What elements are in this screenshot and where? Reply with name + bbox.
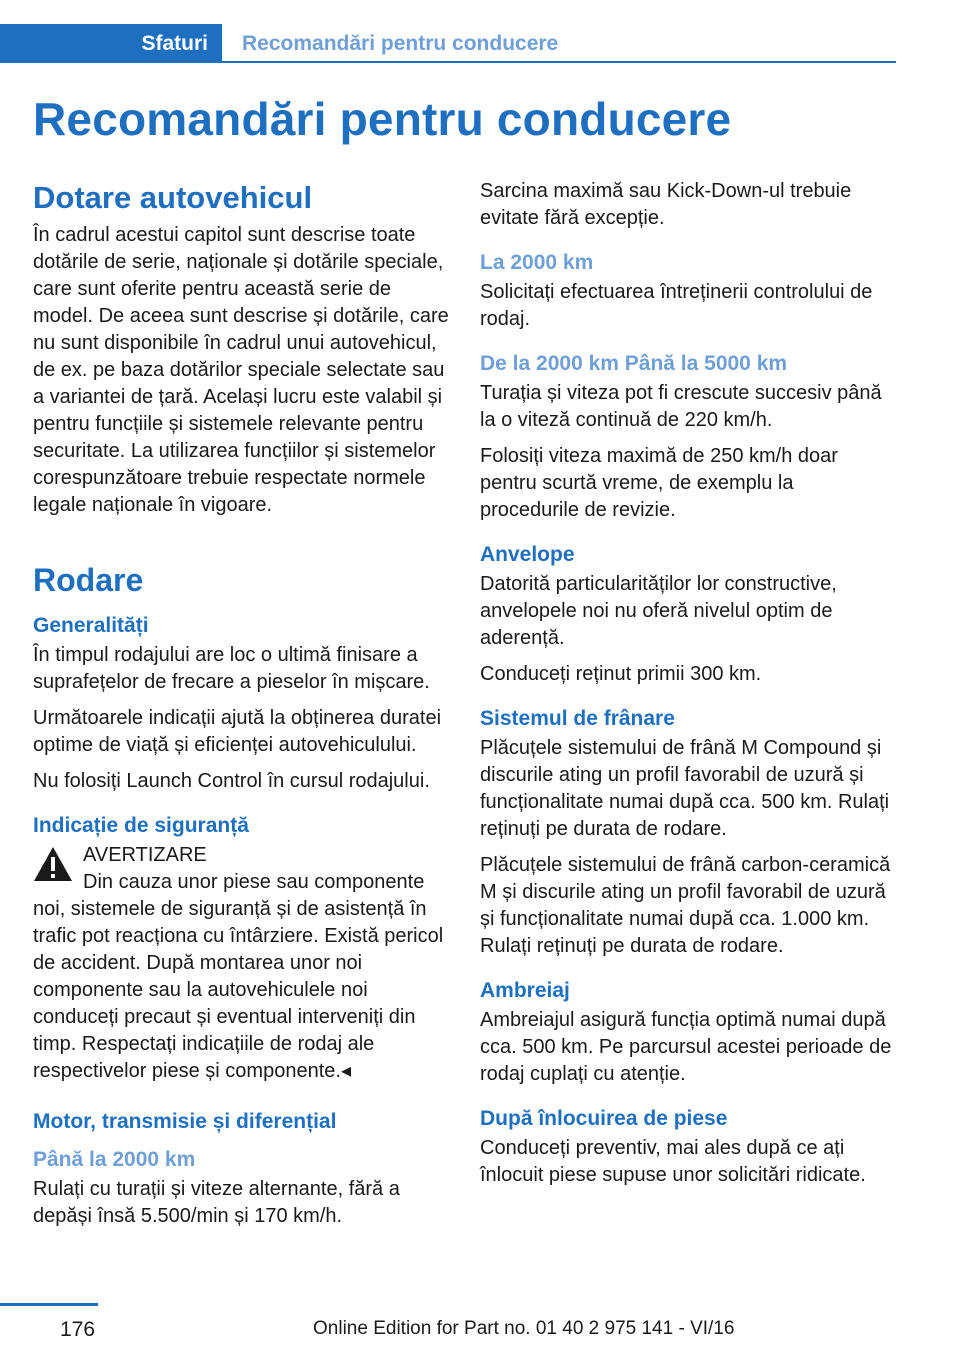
left-column	[33, 178, 449, 1239]
paragraph-2000-5000-a: Turația și viteza pot fi crescute succesiv până la o viteză continuă de 220 km/h.	[480, 382, 882, 431]
heading-rodare: Rodare	[33, 562, 144, 598]
heading-dupa-inlocuire: După înlocuirea de piese	[480, 1107, 728, 1130]
heading-la-2000: La 2000 km	[480, 251, 594, 274]
paragraph-dupa-inlocuire: Conduceți preventiv, mai ales după ce ați înlocuit piese supuse unor solicitări ridicate.	[480, 1137, 866, 1186]
heading-2000-5000: De la 2000 km Până la 5000 km	[480, 352, 788, 375]
heading-pana-2000: Până la 2000 km	[33, 1148, 196, 1171]
warning-label: AVERTIZARE	[83, 844, 207, 866]
heading-anvelope: Anvelope	[480, 543, 575, 566]
tab-sfaturi[interactable]: Sfaturi	[0, 24, 222, 63]
paragraph-anvelope-b: Conduceți reținut primii 300 km.	[480, 663, 762, 685]
paragraph-pana-2000: Rulați cu turații și viteze alternante, fără a depăși însă 5.500/min și 170 km/h.	[33, 1178, 400, 1227]
right-column	[480, 178, 896, 1198]
warning-block	[33, 842, 449, 896]
paragraph-generalitati-3: Nu folosiți Launch Control în cursul rodajului.	[33, 770, 430, 792]
page-title: Recomandări pentru conducere	[33, 93, 732, 145]
heading-ambreiaj: Ambreiaj	[480, 979, 570, 1002]
paragraph-franare-b: Plăcuțele sistemului de frână carbon-ceramică M și discurile ating un profil favorabil de uzură și funcționalitate numai după cca. 1.000 km. Rulați reținuți pe durata de rodare.	[480, 854, 891, 957]
paragraph-generalitati-1: În timpul rodajului are loc o ultimă finisare a suprafețelor de frecare a pieselor în mișcare.	[33, 644, 430, 693]
paragraph-generalitati-2: Următoarele indicații ajută la obținerea duratei optime de viață și eficienței autovehiculului.	[33, 707, 442, 756]
warning-triangle-icon	[33, 846, 73, 882]
page-header	[0, 24, 896, 62]
paragraph-anvelope-a: Datorită particularităților lor constructive, anvelopele noi nu oferă nivelul optim de aderență.	[480, 573, 837, 649]
paragraph-franare-a: Plăcuțele sistemului de frână M Compound și discurile ating un profil favorabil de uzură și funcționalitate numai după cca. 500 km. Rulați reținuți pe durata de rodare.	[480, 737, 890, 840]
tab-section[interactable]: Recomandări pentru conducere	[242, 32, 559, 55]
heading-generalitati: Generalități	[33, 614, 149, 637]
warning-text: noi, sistemele de siguranță și de asistență în trafic pot reacționa cu întârziere. Există pericol de accident. După montarea unor noi componente sau la autovehiculele noi conduceți precaut și eventual interveniți din timp. Respectați indicațiile de rodaj ale respectivelor piese și componente.◂	[33, 898, 444, 1082]
paragraph-ambreiaj: Ambreiajul asigură funcția optimă numai după cca. 500 km. Pe parcursul acestei perioade de rodaj cuplați cu atenție.	[480, 1009, 892, 1085]
warning-text-first-line: Din cauza unor piese sau componente	[83, 871, 425, 893]
paragraph-dotare: În cadrul acestui capitol sunt descrise toate dotările de serie, naționale și dotările speciale, care sunt oferite pentru această serie de model. De aceea sunt descrise și dotările, care nu sunt disponibile în cadrul unui autovehicul, de ex. pe baza dotărilor speciale selectate sau a variantei de țară. Același lucru este valabil și pentru funcțiile și sistemele relevante pentru securitate. La utilizarea funcțiilor și sistemelor corespunzătoare trebuie respectate normele legale naționale în vigoare.	[33, 224, 449, 516]
heading-motor: Motor, transmisie și diferențial	[33, 1110, 337, 1133]
heading-dotare: Dotare autovehicul	[33, 180, 313, 215]
heading-siguranta: Indicație de siguranță	[33, 814, 249, 837]
heading-franare: Sistemul de frânare	[480, 707, 675, 730]
page-number: 176	[60, 1318, 96, 1341]
paragraph-la-2000: Solicitați efectuarea întreținerii controlului de rodaj.	[480, 281, 873, 330]
edition-note: Online Edition for Part no. 01 40 2 975 141 - VI/16	[313, 1318, 735, 1339]
footer-rule	[0, 1303, 98, 1306]
paragraph-2000-5000-b: Folosiți viteza maximă de 250 km/h doar pentru scurtă vreme, de exemplu la procedurile de revizie.	[480, 445, 838, 521]
paragraph-kickdown: Sarcina maximă sau Kick-Down-ul trebuie evitate fără excepție.	[480, 180, 852, 229]
